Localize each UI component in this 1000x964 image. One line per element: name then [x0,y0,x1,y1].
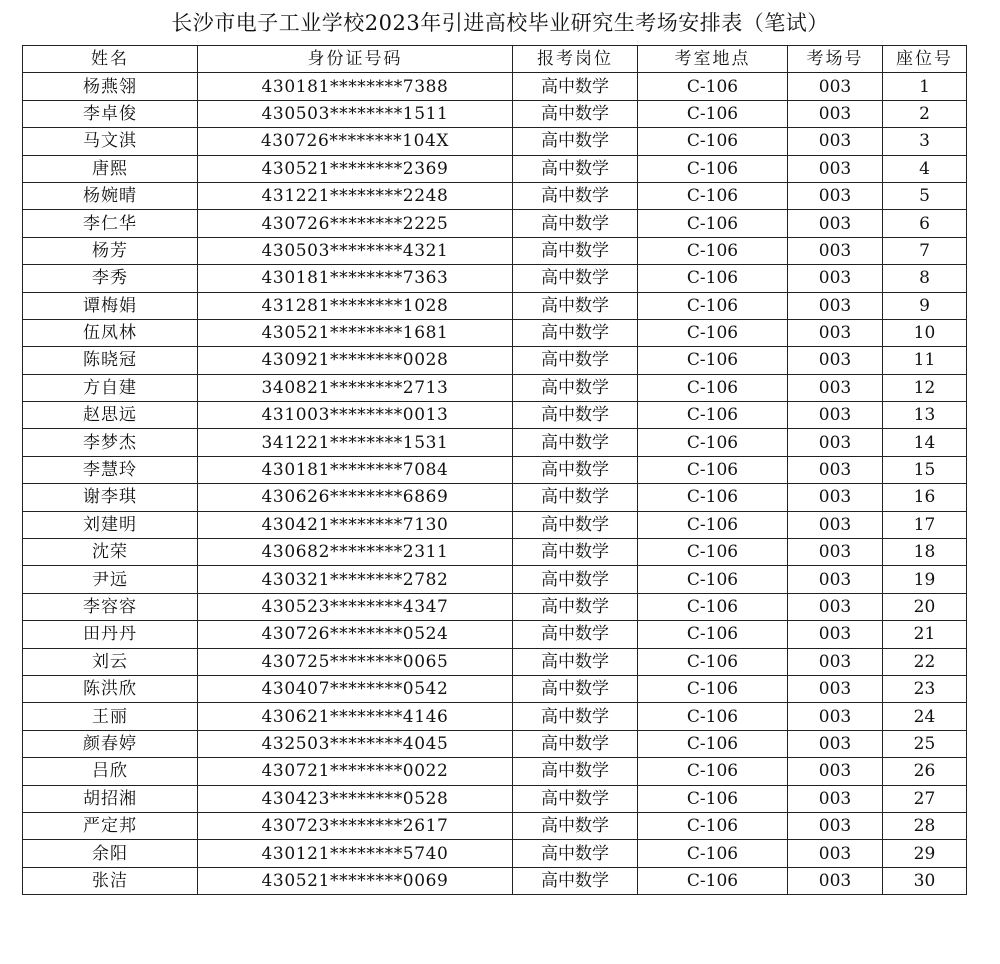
table-row [23,402,967,429]
cell-name: 赵思远 [23,402,198,429]
cell-seat: 6 [883,210,967,237]
cell-exam-number: 003 [788,237,883,264]
cell-room: C-106 [638,675,788,702]
cell-exam-number: 003 [788,621,883,648]
cell-exam-number: 003 [788,730,883,757]
cell-room: C-106 [638,347,788,374]
table-row [23,182,967,209]
cell-exam-number: 003 [788,785,883,812]
cell-room: C-106 [638,210,788,237]
cell-id-number: 430921********0028 [198,347,513,374]
cell-post: 高中数学 [513,237,638,264]
cell-room: C-106 [638,456,788,483]
cell-post: 高中数学 [513,593,638,620]
cell-post: 高中数学 [513,484,638,511]
cell-name: 李慧玲 [23,456,198,483]
cell-room: C-106 [638,511,788,538]
column-header-exam-number: 考场号 [788,46,883,73]
cell-id-number: 430321********2782 [198,566,513,593]
cell-name: 张洁 [23,867,198,894]
cell-exam-number: 003 [788,182,883,209]
table-row [23,785,967,812]
cell-seat: 25 [883,730,967,757]
cell-name: 李梦杰 [23,429,198,456]
cell-name: 陈晓冠 [23,347,198,374]
cell-room: C-106 [638,593,788,620]
cell-id-number: 430726********2225 [198,210,513,237]
table-row [23,292,967,319]
cell-name: 陈洪欣 [23,675,198,702]
cell-id-number: 430521********2369 [198,155,513,182]
table-row [23,456,967,483]
cell-room: C-106 [638,100,788,127]
table-row [23,210,967,237]
cell-post: 高中数学 [513,621,638,648]
cell-post: 高中数学 [513,182,638,209]
cell-id-number: 430503********4321 [198,237,513,264]
cell-name: 李卓俊 [23,100,198,127]
cell-seat: 19 [883,566,967,593]
cell-post: 高中数学 [513,511,638,538]
cell-seat: 15 [883,456,967,483]
cell-exam-number: 003 [788,456,883,483]
cell-seat: 1 [883,73,967,100]
cell-post: 高中数学 [513,292,638,319]
table-row [23,812,967,839]
cell-seat: 29 [883,840,967,867]
cell-exam-number: 003 [788,675,883,702]
cell-post: 高中数学 [513,347,638,374]
cell-seat: 17 [883,511,967,538]
cell-post: 高中数学 [513,429,638,456]
cell-exam-number: 003 [788,100,883,127]
header-row [23,46,967,73]
cell-exam-number: 003 [788,758,883,785]
cell-room: C-106 [638,73,788,100]
cell-exam-number: 003 [788,566,883,593]
cell-post: 高中数学 [513,210,638,237]
cell-post: 高中数学 [513,675,638,702]
cell-exam-number: 003 [788,867,883,894]
cell-exam-number: 003 [788,265,883,292]
cell-room: C-106 [638,429,788,456]
cell-exam-number: 003 [788,511,883,538]
table-row [23,429,967,456]
table-row [23,648,967,675]
cell-id-number: 430181********7363 [198,265,513,292]
table-row [23,484,967,511]
cell-post: 高中数学 [513,785,638,812]
cell-seat: 26 [883,758,967,785]
table-row [23,867,967,894]
cell-id-number: 340821********2713 [198,374,513,401]
cell-room: C-106 [638,867,788,894]
cell-room: C-106 [638,648,788,675]
cell-id-number: 430121********5740 [198,840,513,867]
cell-name: 马文淇 [23,128,198,155]
cell-exam-number: 003 [788,593,883,620]
cell-room: C-106 [638,237,788,264]
cell-room: C-106 [638,785,788,812]
cell-exam-number: 003 [788,374,883,401]
cell-id-number: 431281********1028 [198,292,513,319]
table-row [23,566,967,593]
cell-room: C-106 [638,703,788,730]
cell-room: C-106 [638,730,788,757]
cell-post: 高中数学 [513,374,638,401]
cell-name: 杨婉晴 [23,182,198,209]
cell-exam-number: 003 [788,292,883,319]
cell-seat: 16 [883,484,967,511]
cell-room: C-106 [638,128,788,155]
cell-post: 高中数学 [513,812,638,839]
cell-seat: 14 [883,429,967,456]
cell-id-number: 430521********1681 [198,319,513,346]
table-row [23,100,967,127]
table-row [23,840,967,867]
column-header-id-number: 身份证号码 [198,46,513,73]
cell-room: C-106 [638,182,788,209]
cell-post: 高中数学 [513,128,638,155]
table-row [23,319,967,346]
cell-name: 胡招湘 [23,785,198,812]
cell-post: 高中数学 [513,566,638,593]
cell-seat: 23 [883,675,967,702]
cell-id-number: 430621********4146 [198,703,513,730]
cell-id-number: 430723********2617 [198,812,513,839]
cell-id-number: 430726********104X [198,128,513,155]
cell-name: 杨芳 [23,237,198,264]
cell-seat: 2 [883,100,967,127]
cell-seat: 5 [883,182,967,209]
cell-seat: 30 [883,867,967,894]
table-row [23,621,967,648]
table-row [23,237,967,264]
cell-room: C-106 [638,374,788,401]
cell-seat: 20 [883,593,967,620]
cell-seat: 21 [883,621,967,648]
cell-id-number: 431003********0013 [198,402,513,429]
cell-post: 高中数学 [513,703,638,730]
cell-seat: 9 [883,292,967,319]
cell-name: 刘建明 [23,511,198,538]
cell-post: 高中数学 [513,100,638,127]
cell-seat: 4 [883,155,967,182]
table-row [23,347,967,374]
cell-exam-number: 003 [788,648,883,675]
cell-room: C-106 [638,155,788,182]
cell-exam-number: 003 [788,812,883,839]
cell-id-number: 430503********1511 [198,100,513,127]
cell-seat: 28 [883,812,967,839]
table-body [23,73,967,895]
cell-seat: 24 [883,703,967,730]
table-row [23,703,967,730]
cell-id-number: 430721********0022 [198,758,513,785]
cell-name: 严定邦 [23,812,198,839]
cell-post: 高中数学 [513,73,638,100]
table-row [23,265,967,292]
cell-name: 余阳 [23,840,198,867]
cell-room: C-106 [638,621,788,648]
cell-post: 高中数学 [513,867,638,894]
cell-id-number: 431221********2248 [198,182,513,209]
table-row [23,593,967,620]
cell-id-number: 430421********7130 [198,511,513,538]
cell-id-number: 430181********7388 [198,73,513,100]
cell-name: 尹远 [23,566,198,593]
cell-exam-number: 003 [788,402,883,429]
cell-id-number: 341221********1531 [198,429,513,456]
cell-id-number: 430726********0524 [198,621,513,648]
cell-room: C-106 [638,484,788,511]
cell-room: C-106 [638,840,788,867]
cell-name: 吕欣 [23,758,198,785]
table-row [23,730,967,757]
cell-post: 高中数学 [513,319,638,346]
column-header-room: 考室地点 [638,46,788,73]
cell-room: C-106 [638,265,788,292]
table-row [23,73,967,100]
cell-exam-number: 003 [788,429,883,456]
document-title: 长沙市电子工业学校2023年引进高校毕业研究生考场安排表（笔试） [171,11,829,35]
cell-name: 田丹丹 [23,621,198,648]
cell-post: 高中数学 [513,648,638,675]
cell-seat: 13 [883,402,967,429]
cell-room: C-106 [638,539,788,566]
cell-name: 刘云 [23,648,198,675]
cell-room: C-106 [638,812,788,839]
cell-post: 高中数学 [513,456,638,483]
cell-name: 谢李琪 [23,484,198,511]
cell-seat: 10 [883,319,967,346]
column-header-post: 报考岗位 [513,46,638,73]
cell-exam-number: 003 [788,347,883,374]
table-row [23,511,967,538]
cell-seat: 22 [883,648,967,675]
cell-exam-number: 003 [788,73,883,100]
cell-exam-number: 003 [788,539,883,566]
cell-post: 高中数学 [513,730,638,757]
column-header-name: 姓名 [23,46,198,73]
cell-name: 李容容 [23,593,198,620]
column-header-seat: 座位号 [883,46,967,73]
cell-room: C-106 [638,319,788,346]
cell-id-number: 430407********0542 [198,675,513,702]
cell-name: 李仁华 [23,210,198,237]
cell-post: 高中数学 [513,402,638,429]
cell-id-number: 430521********0069 [198,867,513,894]
cell-id-number: 430423********0528 [198,785,513,812]
table-row [23,374,967,401]
table-row [23,128,967,155]
cell-id-number: 430523********4347 [198,593,513,620]
cell-exam-number: 003 [788,155,883,182]
cell-room: C-106 [638,566,788,593]
cell-exam-number: 003 [788,484,883,511]
table-row [23,758,967,785]
cell-name: 谭梅娟 [23,292,198,319]
cell-seat: 11 [883,347,967,374]
cell-name: 沈荣 [23,539,198,566]
cell-post: 高中数学 [513,840,638,867]
cell-id-number: 430682********2311 [198,539,513,566]
table-row [23,675,967,702]
cell-name: 李秀 [23,265,198,292]
cell-exam-number: 003 [788,210,883,237]
exam-seating-table [22,45,967,895]
cell-exam-number: 003 [788,703,883,730]
cell-id-number: 432503********4045 [198,730,513,757]
cell-name: 杨燕翎 [23,73,198,100]
cell-room: C-106 [638,292,788,319]
cell-seat: 27 [883,785,967,812]
cell-room: C-106 [638,758,788,785]
cell-seat: 8 [883,265,967,292]
cell-post: 高中数学 [513,758,638,785]
cell-id-number: 430181********7084 [198,456,513,483]
cell-id-number: 430626********6869 [198,484,513,511]
cell-name: 伍凤林 [23,319,198,346]
cell-seat: 3 [883,128,967,155]
cell-post: 高中数学 [513,539,638,566]
cell-exam-number: 003 [788,840,883,867]
table-row [23,155,967,182]
cell-name: 颜春婷 [23,730,198,757]
cell-id-number: 430725********0065 [198,648,513,675]
cell-room: C-106 [638,402,788,429]
table-row [23,539,967,566]
cell-exam-number: 003 [788,319,883,346]
cell-name: 方自建 [23,374,198,401]
cell-exam-number: 003 [788,128,883,155]
cell-post: 高中数学 [513,155,638,182]
cell-name: 王丽 [23,703,198,730]
cell-seat: 12 [883,374,967,401]
cell-seat: 7 [883,237,967,264]
cell-seat: 18 [883,539,967,566]
cell-post: 高中数学 [513,265,638,292]
cell-name: 唐熙 [23,155,198,182]
